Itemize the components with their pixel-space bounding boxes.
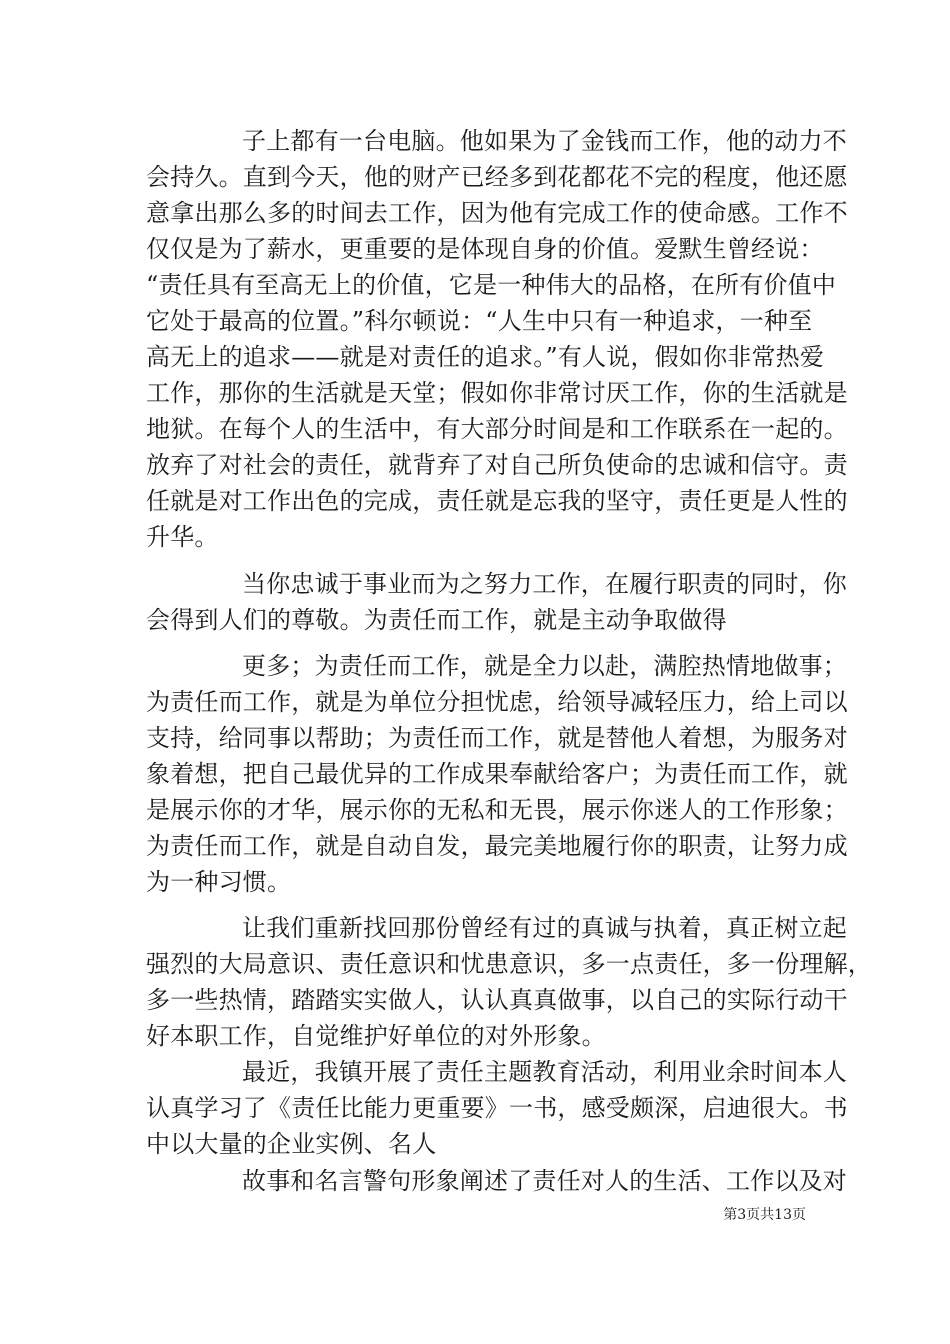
text-line: 当你忠诚于事业而为之努力工作，在履行职责的同时，你 [242, 570, 847, 598]
text-line: 认真学习了《责任比能力更重要》一书，感受颇深，启迪很大。书 [146, 1094, 848, 1122]
text-line: 为一种习惯。 [146, 868, 292, 896]
text-line: 最近，我镇开展了责任主题教育活动，利用业余时间本人 [242, 1058, 847, 1086]
text-line: 会持久。直到今天，他的财产已经多到花都花不完的程度，他还愿 [146, 163, 848, 191]
text-line: 为责任而工作，就是为单位分担忧虑，给领导减轻压力，给上司以 [146, 688, 848, 716]
text-line: 是展示你的才华，展示你的无私和无畏，展示你迷人的工作形象； [146, 796, 848, 824]
text-line: 好本职工作，自觉维护好单位的对外形象。 [146, 1022, 606, 1050]
text-line: 为责任而工作，就是自动自发，最完美地履行你的职责，让努力成 [146, 832, 848, 860]
text-line: 地狱。在每个人的生活中，有大部分时间是和工作联系在一起的。 [146, 415, 848, 443]
text-line: 多一些热情，踏踏实实做人，认认真真做事，以自己的实际行动干 [146, 986, 848, 1014]
text-line: 高无上的追求——就是对责任的追求。”有人说，假如你非常热爱 [146, 343, 825, 371]
text-line: 放弃了对社会的责任，就背弃了对自己所负使命的忠诚和信守。责 [146, 451, 848, 479]
text-line: 子上都有一台电脑。他如果为了金钱而工作，他的动力不 [242, 127, 847, 155]
text-line: 让我们重新找回那份曾经有过的真诚与执着，真正树立起 [242, 914, 847, 942]
text-line: 意拿出那么多的时间去工作，因为他有完成工作的使命感。工作不 [146, 199, 848, 227]
text-line: 任就是对工作出色的完成，责任就是忘我的坚守，责任更是人性的 [146, 487, 848, 515]
text-line: “责任具有至高无上的价值，它是一种伟大的品格，在所有价值中 [146, 271, 837, 299]
page-footer: 第3页共13页 [723, 1207, 806, 1223]
text-line: 工作，那你的生活就是天堂；假如你非常讨厌工作，你的生活就是 [146, 379, 848, 407]
text-line: 会得到人们的尊敬。为责任而工作，就是主动争取做得 [146, 606, 727, 634]
text-line: 升华。 [146, 523, 219, 551]
text-line: 强烈的大局意识、责任意识和忧患意识，多一点责任，多一份理解， [146, 950, 872, 978]
text-line: 象着想，把自己最优异的工作成果奉献给客户；为责任而工作，就 [146, 760, 848, 788]
text-line: 故事和名言警句形象阐述了责任对人的生活、工作以及对 [242, 1167, 847, 1195]
text-line: 中以大量的企业实例、名人 [146, 1130, 437, 1158]
text-line: 支持，给同事以帮助；为责任而工作，就是替他人着想，为服务对 [146, 724, 848, 752]
text-line: 它处于最高的位置。”科尔顿说：“人生中只有一种追求，一种至 [146, 307, 813, 335]
text-line: 仅仅是为了薪水，更重要的是体现自身的价值。爱默生曾经说： [146, 235, 824, 263]
text-line: 更多；为责任而工作，就是全力以赴，满腔热情地做事； [242, 652, 847, 680]
